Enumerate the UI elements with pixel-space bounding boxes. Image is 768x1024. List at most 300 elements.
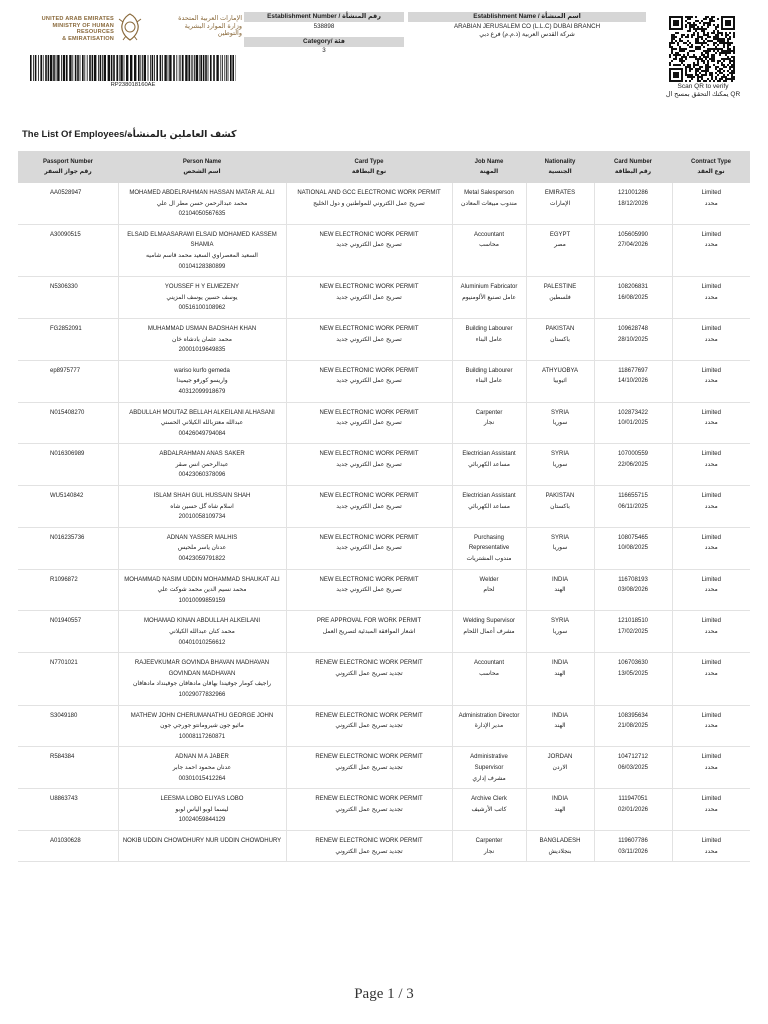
nationality-cell xyxy=(526,830,594,861)
card-number-card-date: 06/03/2025 xyxy=(617,764,649,771)
card-type-cell xyxy=(286,611,452,653)
contract-type-contract-en: Limited xyxy=(701,534,721,541)
person-name-name-en: YOUSSEF H Y ELMEZENY xyxy=(164,284,240,291)
card-type-card-en: RENEW ELECTRONIC WORK PERMIT xyxy=(315,754,423,761)
nationality-nat-ar: سوريا xyxy=(552,629,568,635)
job-name-job-en: Administration Director xyxy=(458,712,520,719)
person-name-person-no: 10010099859159 xyxy=(178,597,226,604)
passport-cell xyxy=(18,224,118,276)
person-name-cell xyxy=(118,653,286,705)
card-type-card-ar: تصريح عمل الكتروني جديد xyxy=(336,420,402,427)
person-name-cell xyxy=(118,402,286,444)
column-header-card-type: Card Type نوع البطاقة xyxy=(286,151,452,183)
card-type-card-ar: تجديد تصريح عمل الكتروني xyxy=(335,848,403,855)
card-type-cell xyxy=(286,402,452,444)
job-name-cell xyxy=(452,444,526,486)
job-name-job-ar: نجار xyxy=(483,848,495,855)
table-row xyxy=(18,486,750,528)
contract-type-contract-en: Limited xyxy=(701,754,721,761)
table-row xyxy=(18,653,750,705)
table-row xyxy=(18,402,750,444)
card-type-cell xyxy=(286,527,452,569)
card-type-card-en: RENEW ELECTRONIC WORK PERMIT xyxy=(315,837,423,844)
nationality-nat-ar: الهند xyxy=(554,806,566,813)
job-name-job-ar: مدير الإدارة xyxy=(474,723,504,730)
card-type-cell xyxy=(286,318,452,360)
nationality-nat-en: INDIA xyxy=(551,796,568,803)
card-type-cell xyxy=(286,569,452,611)
nationality-cell xyxy=(526,569,594,611)
card-type-cell xyxy=(286,653,452,705)
person-name-person-no: 00516100108962 xyxy=(178,305,226,312)
person-name-name-ar: عدنان ياسر ملحيس xyxy=(177,545,227,552)
passport-cell xyxy=(18,789,118,831)
nationality-nat-ar: سوريا xyxy=(552,461,568,468)
passport-passport: R584384 xyxy=(50,754,75,761)
card-number-card-no: 108075465 xyxy=(617,534,649,541)
nationality-cell xyxy=(526,611,594,653)
ministry-line: & EMIRATISATION xyxy=(62,35,114,42)
barcode-number: RP238018160AE xyxy=(110,82,156,88)
document-header xyxy=(0,0,768,128)
nationality-nat-en: SYRIA xyxy=(550,618,569,625)
column-header-job-name: Job Name المهنة xyxy=(452,151,526,183)
uae-emblem-icon xyxy=(117,12,143,42)
passport-passport: A01030628 xyxy=(50,837,81,844)
table-row xyxy=(18,360,750,402)
ministry-line-ar: وزارة الموارد البشرية xyxy=(184,22,242,30)
contract-type-contract-ar: محدد xyxy=(704,587,718,594)
ministry-line-ar: والتوطين xyxy=(217,30,242,37)
person-name-person-no: 00401010256612 xyxy=(178,639,226,646)
passport-cell xyxy=(18,830,118,861)
job-name-job-en: Archive Clerk xyxy=(471,796,507,803)
passport-cell xyxy=(18,705,118,747)
nationality-nat-en: INDIA xyxy=(551,576,568,583)
card-number-card-date: 17/02/2025 xyxy=(617,629,649,635)
person-name-name-ar: ماثيو جون شيرومانتو جورجي جون xyxy=(160,723,244,730)
job-name-job-ar: محاسب xyxy=(479,670,499,677)
contract-type-contract-ar: محدد xyxy=(704,420,718,427)
job-name-cell xyxy=(452,527,526,569)
contract-type-contract-en: Limited xyxy=(701,325,721,332)
category-value: 3 xyxy=(322,47,326,54)
nationality-nat-en: PAKISTAN xyxy=(545,325,575,332)
card-number-card-no: 102873422 xyxy=(617,409,649,416)
card-type-card-en: NEW ELECTRONIC WORK PERMIT xyxy=(319,367,419,374)
person-name-name-ar: عبدالله معتزبالله الكيلاني الحسني xyxy=(160,420,244,427)
card-type-card-en: NEW ELECTRONIC WORK PERMIT xyxy=(319,284,419,291)
card-number-card-no: 109628748 xyxy=(617,325,649,332)
person-name-name-ar: محمد كنان عبدالله الكيلاني xyxy=(169,629,235,635)
passport-passport: N016235736 xyxy=(50,534,85,541)
person-name-person-no: 00104128380899 xyxy=(178,263,226,270)
person-name-name-en: ADNAN M A JABER xyxy=(175,754,229,761)
person-name-name-en: MUHAMMAD USMAN BADSHAH KHAN xyxy=(147,325,257,332)
card-type-card-en: RENEW ELECTRONIC WORK PERMIT xyxy=(315,712,423,719)
card-type-cell xyxy=(286,360,452,402)
job-name-job-ar: مشرف إداري xyxy=(472,775,506,782)
person-name-name-ar: اسلام شاه گل حسين شاه xyxy=(170,503,234,510)
card-number-card-no: 108395634 xyxy=(617,712,649,719)
card-number-cell xyxy=(594,569,672,611)
passport-passport: N7701021 xyxy=(50,660,78,667)
card-number-card-date: 27/04/2026 xyxy=(617,242,649,249)
card-number-card-no: 116708193 xyxy=(618,576,648,583)
column-header-passport: Passport Number رقم جواز السفر xyxy=(18,151,118,183)
person-name-cell xyxy=(118,705,286,747)
passport-cell xyxy=(18,611,118,653)
card-type-card-en: NATIONAL AND GCC ELECTRONIC WORK PERMIT xyxy=(297,190,441,196)
card-number-card-no: 108206831 xyxy=(617,284,649,291)
column-header-person-name: Person Name اسم الشخص xyxy=(118,151,286,183)
nationality-cell xyxy=(526,277,594,319)
passport-cell xyxy=(18,318,118,360)
person-name-name-ar: السعيد المعصراوي السعيد محمد قاسم شاميه xyxy=(146,252,258,259)
nationality-cell xyxy=(526,183,594,224)
person-name-name-en: MOHAMED ABDELRAHMAN HASSAN MATAR AL ALI xyxy=(129,190,275,196)
card-type-card-en: RENEW ELECTRONIC WORK PERMIT xyxy=(315,660,423,667)
establishment-number-label: Establishment Number / رقم المنشأة xyxy=(244,12,404,22)
nationality-cell xyxy=(526,653,594,705)
person-name-person-no: 00301015412264 xyxy=(178,775,226,782)
contract-type-contract-en: Limited xyxy=(701,837,721,844)
contract-type-contract-ar: محدد xyxy=(704,242,718,249)
card-type-card-en: RENEW ELECTRONIC WORK PERMIT xyxy=(315,796,423,803)
job-name-job-en: Purchasing Representative xyxy=(468,534,510,552)
contract-type-cell xyxy=(672,486,750,528)
passport-passport: AA0528947 xyxy=(50,190,82,196)
person-name-name-ar: ليسما لوبو الياس لوبو xyxy=(175,806,229,813)
person-name-name-en: RAJEEVKUMAR GOVINDA BHAVAN MADHAVAN GOVINDAN MADHAVAN xyxy=(134,660,270,677)
job-name-job-en: Carpenter xyxy=(475,837,503,844)
card-type-card-ar: تصريح عمل الكتروني جديد xyxy=(336,503,402,510)
nationality-nat-ar: الهند xyxy=(554,587,566,594)
job-name-job-ar: عامل البناء xyxy=(475,378,503,385)
card-type-cell xyxy=(286,183,452,224)
person-name-name-en: MATHEW JOHN CHERUMANATHU GEORGE JOHN xyxy=(130,712,274,719)
contract-type-cell xyxy=(672,611,750,653)
nationality-cell xyxy=(526,402,594,444)
card-number-card-date: 14/10/2026 xyxy=(617,378,649,385)
passport-passport: N5306330 xyxy=(50,284,78,291)
job-name-job-en: Accountant xyxy=(473,231,505,238)
nationality-nat-en: PALESTINE xyxy=(543,284,577,291)
table-row xyxy=(18,611,750,653)
card-number-card-no: 116655715 xyxy=(618,493,648,500)
person-name-cell xyxy=(118,611,286,653)
table-row xyxy=(18,527,750,569)
person-name-cell xyxy=(118,830,286,861)
passport-passport: N01940557 xyxy=(50,618,82,625)
job-name-job-en: Electrician Assistant xyxy=(462,451,516,458)
nationality-nat-en: EMIRATES xyxy=(544,190,576,196)
passport-cell xyxy=(18,747,118,789)
contract-type-contract-ar: محدد xyxy=(704,723,718,730)
contract-type-contract-en: Limited xyxy=(701,660,721,667)
card-type-card-ar: اشعار الموافقة المبدئية لتصريح العمل xyxy=(322,629,416,635)
ministry-line: MINISTRY OF HUMAN RESOURCES xyxy=(52,22,114,36)
person-name-name-en: wariso kurfo gemeda xyxy=(174,367,230,374)
card-number-cell xyxy=(594,224,672,276)
person-name-person-no: 10029077832966 xyxy=(178,691,226,698)
nationality-cell xyxy=(526,486,594,528)
nationality-nat-en: EGYPT xyxy=(549,231,571,238)
list-title: The List Of Employees/كشف العاملين بالمنشأة xyxy=(22,129,237,140)
contract-type-contract-en: Limited xyxy=(701,409,721,416)
contract-type-cell xyxy=(672,830,750,861)
table-row xyxy=(18,277,750,319)
card-number-cell xyxy=(594,789,672,831)
passport-cell xyxy=(18,527,118,569)
card-number-card-date: 22/06/2025 xyxy=(617,461,649,468)
person-name-cell xyxy=(118,360,286,402)
table-row xyxy=(18,705,750,747)
contract-type-cell xyxy=(672,318,750,360)
card-type-card-ar: تجديد تصريح عمل الكتروني xyxy=(335,670,403,677)
job-name-job-ar: كاتب الأرشيف xyxy=(471,806,507,813)
person-name-cell xyxy=(118,527,286,569)
person-name-cell xyxy=(118,486,286,528)
person-name-name-ar: محمد عبدالرحمن حسن مطر ال علي xyxy=(156,200,248,207)
job-name-job-en: Administrative Supervisor xyxy=(470,754,508,771)
nationality-nat-ar: الهند xyxy=(554,670,566,677)
job-name-cell xyxy=(452,789,526,831)
qr-code-icon[interactable] xyxy=(669,16,735,82)
card-number-cell xyxy=(594,653,672,705)
card-type-card-ar: تصريح عمل الكتروني جديد xyxy=(336,242,402,249)
job-name-job-en: Welder xyxy=(479,576,499,583)
card-type-card-ar: تصريح عمل الكتروني جديد xyxy=(336,336,402,343)
qr-caption-ar: يمكنك التحقق بمسح ال QR xyxy=(665,91,741,98)
contract-type-cell xyxy=(672,527,750,569)
passport-cell xyxy=(18,486,118,528)
nationality-cell xyxy=(526,705,594,747)
person-name-person-no: 10024059844129 xyxy=(178,817,226,824)
card-type-card-ar: تصريح عمل الكتروني جديد xyxy=(336,461,402,468)
job-name-job-ar: عامل البناء xyxy=(475,336,503,343)
card-type-card-en: NEW ELECTRONIC WORK PERMIT xyxy=(319,534,419,541)
table-row xyxy=(18,318,750,360)
contract-type-contract-en: Limited xyxy=(701,367,721,374)
nationality-cell xyxy=(526,224,594,276)
card-type-cell xyxy=(286,277,452,319)
job-name-cell xyxy=(452,747,526,789)
passport-cell xyxy=(18,183,118,224)
nationality-nat-ar: الاردن xyxy=(552,764,568,771)
card-type-card-en: NEW ELECTRONIC WORK PERMIT xyxy=(319,409,419,416)
card-number-card-no: 105605990 xyxy=(617,231,649,238)
contract-type-contract-ar: محدد xyxy=(704,461,718,468)
nationality-nat-ar: سوريا xyxy=(552,545,568,552)
qr-caption xyxy=(648,83,758,99)
card-number-card-no: 121018510 xyxy=(617,618,649,625)
card-number-card-date: 16/08/2025 xyxy=(617,294,649,301)
card-number-cell xyxy=(594,444,672,486)
job-name-cell xyxy=(452,705,526,747)
card-number-cell xyxy=(594,611,672,653)
person-name-name-ar: عبدالرحمن انس صقر xyxy=(175,461,229,468)
card-number-card-no: 121001286 xyxy=(617,190,649,196)
person-name-name-ar: يوسف حسين يوسف المزيني xyxy=(166,294,238,301)
passport-passport: U8863743 xyxy=(50,796,78,803)
nationality-nat-en: JORDAN xyxy=(547,754,573,761)
card-type-card-en: NEW ELECTRONIC WORK PERMIT xyxy=(319,493,419,500)
person-name-name-ar: محمد نسيم الدين محمد شوكت علي xyxy=(157,587,247,594)
card-number-cell xyxy=(594,318,672,360)
table-header-row xyxy=(18,151,750,183)
job-name-cell xyxy=(452,569,526,611)
passport-passport: WU5140842 xyxy=(50,493,84,500)
card-type-cell xyxy=(286,705,452,747)
card-number-card-date: 03/11/2026 xyxy=(618,848,648,855)
person-name-name-en: ABDALRAHMAN ANAS SAKER xyxy=(159,451,245,458)
nationality-nat-en: SYRIA xyxy=(550,409,569,416)
card-number-card-date: 21/08/2025 xyxy=(617,723,649,730)
passport-cell xyxy=(18,277,118,319)
person-name-cell xyxy=(118,789,286,831)
person-name-name-ar: محمد عثمان بادشاه خان xyxy=(172,336,232,343)
contract-type-contract-ar: محدد xyxy=(704,294,718,301)
ministry-line: UNITED ARAB EMIRATES xyxy=(41,16,114,22)
card-type-card-en: NEW ELECTRONIC WORK PERMIT xyxy=(319,325,419,332)
job-name-job-en: Accountant xyxy=(473,660,505,667)
nationality-nat-ar: بنجلاديش xyxy=(548,848,572,855)
passport-cell xyxy=(18,444,118,486)
passport-passport: R1096872 xyxy=(50,576,78,583)
contract-type-cell xyxy=(672,402,750,444)
card-number-card-date: 03/08/2026 xyxy=(617,587,649,594)
card-number-card-date: 10/01/2025 xyxy=(617,420,649,427)
contract-type-contract-ar: محدد xyxy=(704,764,718,771)
card-number-card-no: 111947051 xyxy=(618,796,648,803)
nationality-cell xyxy=(526,747,594,789)
employees-table xyxy=(18,151,750,862)
card-number-card-date: 18/12/2026 xyxy=(617,200,649,207)
job-name-job-ar: مساعد الكهربائي xyxy=(468,461,510,468)
person-name-person-no: 20010058109734 xyxy=(178,514,226,521)
person-name-name-en: NOKIB UDDIN CHOWDHURY NUR UDDIN CHOWDHURY xyxy=(122,837,282,844)
card-number-card-no: 107000559 xyxy=(617,451,649,458)
nationality-nat-en: ATHYUOBYA xyxy=(541,367,579,374)
person-name-cell xyxy=(118,183,286,224)
table-row xyxy=(18,789,750,831)
person-name-cell xyxy=(118,224,286,276)
job-name-cell xyxy=(452,224,526,276)
table-row xyxy=(18,830,750,861)
column-header-contract-type: Contract Type نوع العقد xyxy=(672,151,750,183)
card-type-card-en: NEW ELECTRONIC WORK PERMIT xyxy=(319,576,419,583)
job-name-job-ar: نجار xyxy=(483,420,495,427)
contract-type-cell xyxy=(672,569,750,611)
ministry-line-ar: الإمارات العربية المتحدة xyxy=(178,15,242,22)
card-number-cell xyxy=(594,183,672,224)
job-name-job-en: Aluminium Fabricator xyxy=(460,284,518,291)
card-type-card-ar: تصريح عمل الكتروني جديد xyxy=(336,545,402,552)
job-name-job-ar: مندوب مبيعات المعادن xyxy=(460,200,518,207)
card-number-card-date: 06/11/2025 xyxy=(618,503,648,510)
person-name-person-no: 40312099918679 xyxy=(178,388,226,395)
contract-type-cell xyxy=(672,705,750,747)
job-name-job-ar: عامل تصنيع الألومنيوم xyxy=(462,294,516,301)
contract-type-cell xyxy=(672,360,750,402)
contract-type-cell xyxy=(672,277,750,319)
card-type-cell xyxy=(286,830,452,861)
contract-type-contract-en: Limited xyxy=(701,576,721,583)
card-type-card-en: NEW ELECTRONIC WORK PERMIT xyxy=(319,451,419,458)
nationality-nat-ar: اثيوبيا xyxy=(553,378,567,385)
passport-cell xyxy=(18,360,118,402)
card-type-card-ar: تصريح عمل الكتروني جديد xyxy=(336,587,402,594)
contract-type-contract-ar: محدد xyxy=(704,806,718,813)
card-type-cell xyxy=(286,224,452,276)
nationality-cell xyxy=(526,360,594,402)
person-name-person-no: 00423059791822 xyxy=(178,556,226,563)
contract-type-contract-en: Limited xyxy=(701,618,721,625)
ministry-name-en xyxy=(14,16,114,42)
contract-type-contract-en: Limited xyxy=(701,796,721,803)
job-name-job-en: Carpenter xyxy=(475,409,503,416)
job-name-cell xyxy=(452,830,526,861)
card-type-cell xyxy=(286,444,452,486)
page-number: Page 1 / 3 xyxy=(354,986,414,1002)
person-name-name-en: ABDULLAH MOUTAZ BELLAH ALKEILANI ALHASANI xyxy=(129,409,275,416)
contract-type-contract-en: Limited xyxy=(701,231,721,238)
nationality-nat-ar: الإمارات xyxy=(549,200,571,207)
passport-cell xyxy=(18,653,118,705)
card-number-cell xyxy=(594,830,672,861)
job-name-job-en: Metal Salesperson xyxy=(464,190,514,196)
contract-type-contract-ar: محدد xyxy=(704,378,718,385)
nationality-nat-ar: فلسطين xyxy=(549,294,571,301)
table-row xyxy=(18,444,750,486)
passport-passport: S3049180 xyxy=(50,712,78,719)
category-label: Category/ فئة xyxy=(244,37,404,47)
nationality-nat-en: BANGLADESH xyxy=(539,837,581,844)
person-name-cell xyxy=(118,277,286,319)
job-name-cell xyxy=(452,318,526,360)
card-number-card-no: 118677697 xyxy=(618,367,648,374)
card-type-card-ar: تجديد تصريح عمل الكتروني xyxy=(335,806,403,813)
nationality-cell xyxy=(526,789,594,831)
card-number-card-date: 13/05/2025 xyxy=(617,670,649,677)
job-name-job-ar: مشرف أعمال اللحام xyxy=(463,629,515,635)
contract-type-cell xyxy=(672,183,750,224)
person-name-cell xyxy=(118,318,286,360)
nationality-cell xyxy=(526,527,594,569)
nationality-nat-ar: مصر xyxy=(554,242,566,249)
column-header-nationality: Nationality الجنسية xyxy=(526,151,594,183)
job-name-job-en: Building Labourer xyxy=(465,325,513,332)
job-name-job-ar: محاسب xyxy=(479,242,499,249)
nationality-nat-en: SYRIA xyxy=(550,451,569,458)
person-name-name-en: ADNAN YASSER MALHIS xyxy=(166,534,238,541)
nationality-nat-en: INDIA xyxy=(551,712,568,719)
person-name-name-en: MOHAMAD KINAN ABDULLAH ALKEILANI xyxy=(143,618,261,625)
contract-type-contract-en: Limited xyxy=(701,712,721,719)
job-name-cell xyxy=(452,402,526,444)
passport-cell xyxy=(18,402,118,444)
contract-type-contract-en: Limited xyxy=(701,284,721,291)
nationality-nat-ar: سوريا xyxy=(552,420,568,427)
card-type-cell xyxy=(286,789,452,831)
contract-type-cell xyxy=(672,789,750,831)
card-type-card-ar: تصريح عمل الكتروني جديد xyxy=(336,378,402,385)
job-name-job-ar: مساعد الكهربائي xyxy=(468,503,510,510)
person-name-person-no: 00423060378096 xyxy=(178,472,226,479)
passport-passport: FG2852091 xyxy=(50,325,82,332)
card-number-card-date: 02/01/2026 xyxy=(617,806,649,813)
